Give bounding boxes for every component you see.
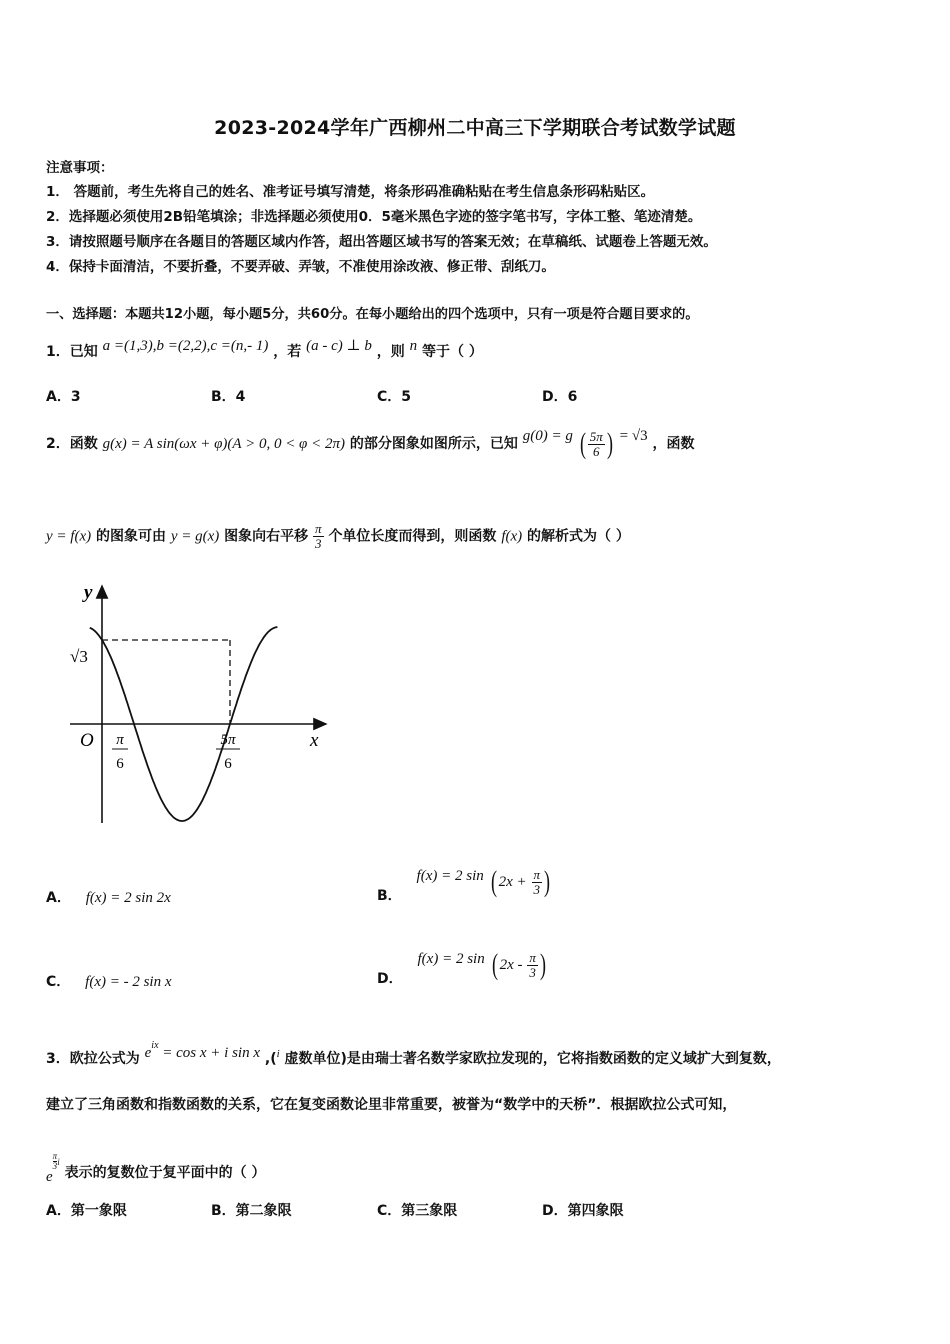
question-3-line-2: 建立了三角函数和指数函数的关系，它在复变函数论里非常重要，被誉为“数学中的天桥”．根据欧拉公式可知， xyxy=(46,1097,737,1113)
question-3 xyxy=(46,1040,781,1068)
q3-mid: ,( xyxy=(264,1051,277,1067)
frac-num: π xyxy=(315,521,322,536)
q3-option-b: B．第二象限 xyxy=(211,1203,292,1219)
exp-den: 3 xyxy=(52,1161,58,1171)
q2-option-d xyxy=(377,948,548,988)
q2-func: g(x) = A sin(ωx + φ)(A > 0, 0 < φ < 2π) xyxy=(102,436,345,452)
q3-formula xyxy=(144,1040,260,1061)
q1-var: n xyxy=(409,338,418,354)
tick1-num: π xyxy=(116,732,124,748)
option-label: D． xyxy=(377,971,403,987)
notice-heading: 注意事项： xyxy=(46,160,114,176)
tick2-num: 5π xyxy=(220,732,236,748)
q3-formula-base: e xyxy=(144,1045,152,1061)
q3-i-mark: i xyxy=(276,1048,280,1060)
q2-option-c xyxy=(46,971,172,991)
q1-mid: ，若 xyxy=(273,344,302,360)
q2-given-right: = √3 xyxy=(619,428,648,444)
q3-expr xyxy=(46,1151,60,1185)
left-paren: ( xyxy=(490,865,497,898)
x-axis-label: x xyxy=(310,730,319,751)
option-expr: f(x) = - 2 sin x xyxy=(85,974,172,990)
frac-den: 3 xyxy=(315,536,322,551)
q2-prefix: 2．函数 xyxy=(46,436,98,452)
q3-formula-rest: = cos x + i sin x xyxy=(162,1045,260,1061)
tick1-den: 6 xyxy=(116,756,124,772)
tick2-den: 6 xyxy=(224,756,232,772)
notice-item: 3．请按照题号顺序在各题目的答题区域内作答，超出答题区域书写的答案无效；在草稿纸、试题卷上答题无效。 xyxy=(46,234,717,250)
frac-num: π xyxy=(533,866,541,882)
q2-text: 的图象可由 xyxy=(95,528,166,545)
q2-option-a xyxy=(46,887,171,907)
option-frac xyxy=(527,951,538,980)
option-label: A． xyxy=(46,890,71,906)
q1-prefix: 1．已知 xyxy=(46,344,98,360)
q3-option-d: D．第四象限 xyxy=(542,1203,624,1219)
q1-option-c: C．5 xyxy=(377,389,412,405)
notice-item: 1． 答题前，考生先将自己的姓名、准考证号填写清楚，将条形码准确粘贴在考生信息条形码粘贴区。 xyxy=(46,184,655,200)
q3-option-a: A．第一象限 xyxy=(46,1203,127,1219)
option-expr-left: f(x) = 2 sin xyxy=(416,868,484,884)
q2-given-left: g(0) = g xyxy=(522,428,573,444)
option-expr-inner: 2x - xyxy=(499,957,523,973)
notice-item: 2．选择题必须使用2B铅笔填涂；非选择题必须使用0．5毫米黑色字迹的签字笔书写，字体工整、笔迹清楚。 xyxy=(46,209,702,225)
q3-line3-text: 表示的复数位于复平面中的（ ） xyxy=(64,1165,266,1181)
q3-suffix: 虚数单位)是由瑞士著名数学家欧拉发现的，它将指数函数的定义域扩大到复数， xyxy=(284,1051,781,1067)
section-heading: 一、选择题：本题共12小题，每小题5分，共60分。在每小题给出的四个选项中，只有一项是符合题目要求的。 xyxy=(46,307,699,322)
question-2 xyxy=(46,427,694,461)
q3-option-c: C．第三象限 xyxy=(377,1203,458,1219)
q1-option-b: B．4 xyxy=(211,389,246,405)
sine-graph xyxy=(58,578,338,828)
question-1 xyxy=(46,336,483,361)
y-axis-label: y xyxy=(84,582,93,603)
page-title: 2023-2024学年广西柳州二中高三下学期联合考试数学试题 xyxy=(214,117,736,139)
q1-option-d: D．6 xyxy=(542,389,578,405)
option-expr-inner: 2x + xyxy=(498,874,527,890)
option-expr: f(x) = 2 sin 2x xyxy=(85,890,171,906)
left-paren: ( xyxy=(491,948,498,981)
sqrt3-label: √3 xyxy=(70,647,88,666)
right-paren: ) xyxy=(544,865,551,898)
q1-suffix: 等于（ ） xyxy=(422,344,483,360)
question-3-line-3 xyxy=(46,1148,266,1185)
q2-fx: f(x) xyxy=(501,528,523,545)
origin-label: O xyxy=(80,730,94,751)
q1-vectors: a =(1,3),b =(2,2),c =(n,- 1) xyxy=(102,338,269,354)
q3-prefix: 3．欧拉公式为 xyxy=(46,1051,140,1067)
q1-condition: (a - c) ⊥ b xyxy=(306,338,372,354)
q2-text: 个单位长度而得到，则函数 xyxy=(328,528,497,545)
option-label: C． xyxy=(46,974,71,990)
q2-suffix: ，函数 xyxy=(652,436,695,452)
frac-num: 5π xyxy=(589,428,603,444)
right-paren: ) xyxy=(539,948,546,981)
q2-y-gx: y = g(x) xyxy=(170,528,220,545)
exp-i: i xyxy=(57,1157,60,1167)
q3-expr-base: e xyxy=(46,1169,53,1185)
q2-text: 的解析式为（ ） xyxy=(527,528,630,545)
q1-mid2: ，则 xyxy=(376,344,405,360)
option-frac xyxy=(532,868,543,897)
q2-y-fx: y = f(x) xyxy=(46,528,92,545)
q2-text: 图象向右平移 xyxy=(224,528,309,545)
q2-given-frac xyxy=(588,430,605,459)
q3-formula-exp: ix xyxy=(151,1040,159,1051)
option-expr-left: f(x) = 2 sin xyxy=(417,951,485,967)
frac-den: 3 xyxy=(529,964,536,980)
frac-num: π xyxy=(529,949,536,965)
q2-mid: 的部分图象如图所示，已知 xyxy=(349,436,518,452)
left-paren: ( xyxy=(579,427,586,460)
exp-num: π xyxy=(52,1151,58,1161)
frac-den: 6 xyxy=(593,443,600,459)
question-2-line-2 xyxy=(46,522,630,551)
frac-den: 3 xyxy=(533,881,541,897)
q2-option-b xyxy=(377,865,552,905)
notice-item: 4．保持卡面清洁，不要折叠，不要弄破、弄皱，不准使用涂改液、修正带、刮纸刀。 xyxy=(46,259,555,275)
right-paren: ) xyxy=(606,427,613,460)
q2-shift-frac xyxy=(313,522,324,551)
q1-option-a: A．3 xyxy=(46,389,81,405)
option-label: B． xyxy=(377,888,402,904)
